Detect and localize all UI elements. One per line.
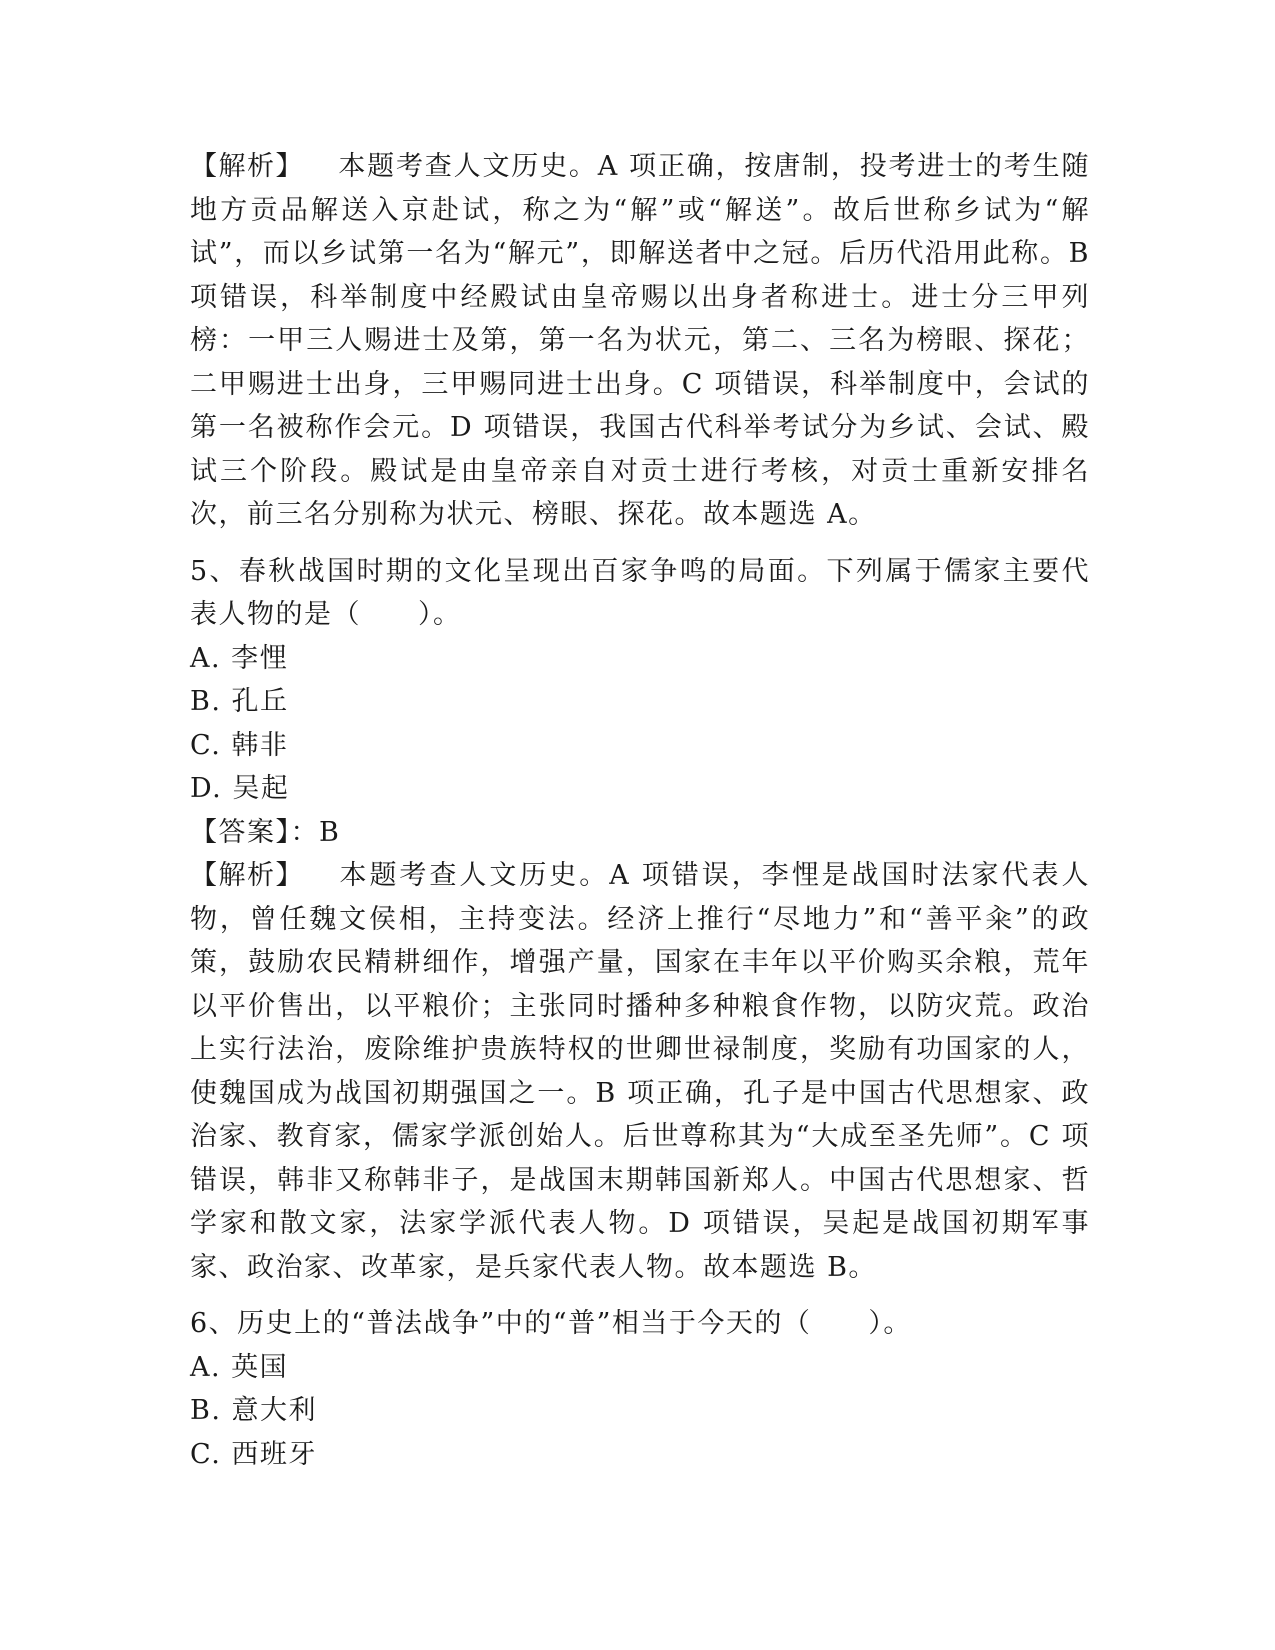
option-d: D. 吴起: [190, 773, 290, 804]
question-text: 5、春秋战国时期的文化呈现出百家争鸣的局面。下列属于儒家主要代表人物的是（ ）。: [190, 555, 1090, 630]
analysis-tag: 【解析】: [190, 860, 304, 891]
question-6: [190, 1302, 1090, 1476]
option-a: A. 英国: [190, 1351, 289, 1383]
page-content: [190, 145, 1090, 1476]
option-b: B. 孔丘: [190, 686, 289, 717]
analysis-paragraph: [190, 145, 1090, 537]
analysis-paragraph: [190, 854, 1090, 1289]
option-b: B. 意大利: [190, 1395, 318, 1426]
analysis-text: 本题考查人文历史。A 项错误，李悝是战国时法家代表人物，曾任魏文侯相，主持变法。经济上推行“尽地力”和“善平籴”的政策，鼓励农民精耕细作，增强产量，国家在丰年以平价购买余粮，荒年以平价售出，以平粮价；主张同时播种多种粮食作物，以防灾荒。政治上实行法治，废除维护贵族特权的世卿世禄制度，奖励有功国家的人，使魏国成为战国初期强国之一。B 项正确，孔子是中国古代思想家、政治家、教育家，儒家学派创始人。后世尊称其为“大成至圣先师”。C 项错误，韩非又称韩非子，是战国末期韩国新郑人。中国古代思想家、哲学家和散文家，法家学派代表人物。D 项错误，吴起是战国初期军事家、政治家、改革家，是兵家代表人物。故本题选 B。: [190, 860, 1090, 1283]
option-a: A. 李悝: [190, 642, 289, 674]
answer-line: 【答案】：B: [190, 816, 341, 848]
option-c: C. 西班牙: [190, 1438, 317, 1470]
option-c: C. 韩非: [190, 729, 289, 761]
analysis-tag: 【解析】: [190, 151, 304, 182]
question-4-analysis: [190, 145, 1090, 537]
question-5: [190, 550, 1090, 1290]
analysis-text: 本题考查人文历史。A 项正确，按唐制，投考进士的考生随地方贡品解送入京赴试，称之为“解”或“解送”。故后世称乡试为“解试”，而以乡试第一名为“解元”，即解送者中之冠。后历代沿用此称。B 项错误，科举制度中经殿试由皇帝赐以出身者称进士。进士分三甲列榜：一甲三人赐进士及第，第一名为状元，第二、三名为榜眼、探花；二甲赐进士出身，三甲赐同进士出身。C 项错误，科举制度中，会试的第一名被称作会元。D 项错误，我国古代科举考试分为乡试、会试、殿试三个阶段。殿试是由皇帝亲自对贡士进行考核，对贡士重新安排名次，前三名分别称为状元、榜眼、探花。故本题选 A。: [190, 151, 1090, 530]
question-text: 6、历史上的“普法战争”中的“普”相当于今天的（ ）。: [190, 1308, 912, 1339]
